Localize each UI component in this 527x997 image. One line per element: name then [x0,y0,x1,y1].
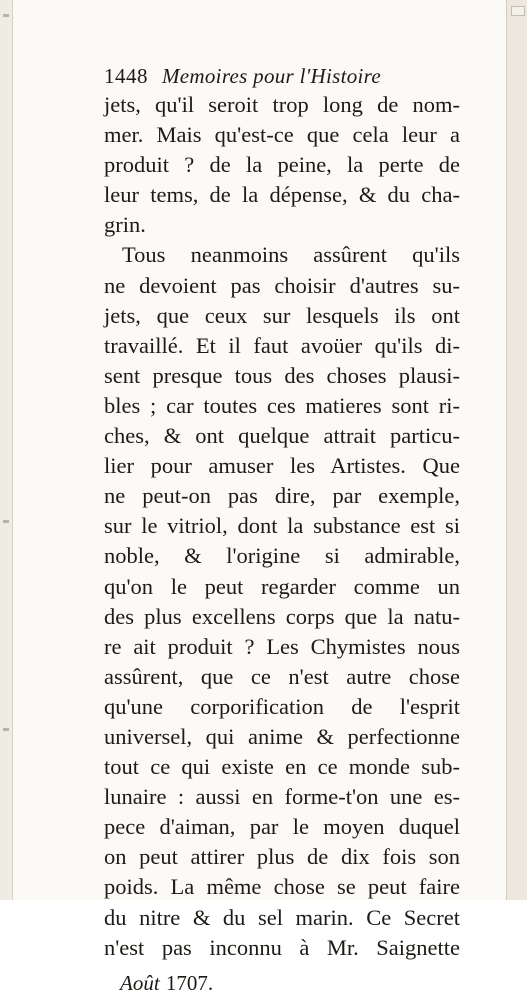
text-line: Tous neanmoins assûrent qu'ils [122,242,460,268]
issue-year: 1707. [165,970,214,995]
text-line: ne devoient pas choisir d'autres su- [104,272,460,298]
text-line: des plus excellens corps que la natu- [104,603,460,629]
text-block [104,62,460,997]
edge-mark [3,14,9,17]
text-line: on peut attirer plus de dix fois son [104,844,460,870]
signature-line [104,969,460,997]
edge-mark [3,728,9,731]
page-edge-left [0,0,13,900]
text-line: ne peut-on pas dire, par exemple, [104,483,460,509]
text-line: jets, qu'il seroit trop long de nom- [104,92,460,117]
edge-mark [511,6,525,16]
text-line: lier pour amuser les Artistes. Que [104,453,460,479]
page-number: 1448 [104,64,148,88]
text-line: grin. [104,212,146,238]
body-text [104,90,460,963]
text-line: du nitre & du sel marin. Ce Secret [104,904,460,930]
text-line: tout ce qui existe en ce monde sub- [104,754,460,780]
text-line: pece d'aiman, par le moyen duquel [104,814,460,840]
text-line: jets, que ceux sur lesquels ils ont [104,302,460,328]
text-line: travaillé. Et il faut avoüer qu'ils di- [104,332,460,358]
text-line: noble, & l'origine si admirable, [104,543,460,569]
edge-mark [3,520,9,523]
text-line: bles ; car toutes ces matieres sont ri- [104,392,460,418]
text-line: universel, qui anime & perfectionne [104,723,460,749]
text-line: ches, & ont quelque attrait particu- [104,423,460,449]
text-line: leur tems, de la dépense, & du cha- [104,182,460,208]
running-head [104,62,460,90]
text-line: assûrent, que ce n'est autre chose [104,663,460,689]
text-line: sur le vitriol, dont la substance est si [104,513,460,539]
text-line: qu'une corporification de l'esprit [104,693,460,719]
text-line: sent presque tous des choses plausi- [104,362,460,388]
text-line: n'est pas inconnu à Mr. Saignette [104,934,460,960]
text-line: produit ? de la peine, la perte de [104,152,460,178]
text-line: poids. La même chose se peut faire [104,874,460,900]
text-line: lunaire : aussi en forme-t'on une es- [104,784,460,810]
text-line: qu'on le peut regarder comme un [104,573,460,599]
text-line: re ait produit ? Les Chymistes nous [104,633,460,659]
issue-month: Août [120,970,160,995]
running-title: Memoires pour l'Histoire [162,64,381,88]
page-edge-right [506,0,527,900]
text-line: mer. Mais qu'est-ce que cela leur a [104,122,460,148]
